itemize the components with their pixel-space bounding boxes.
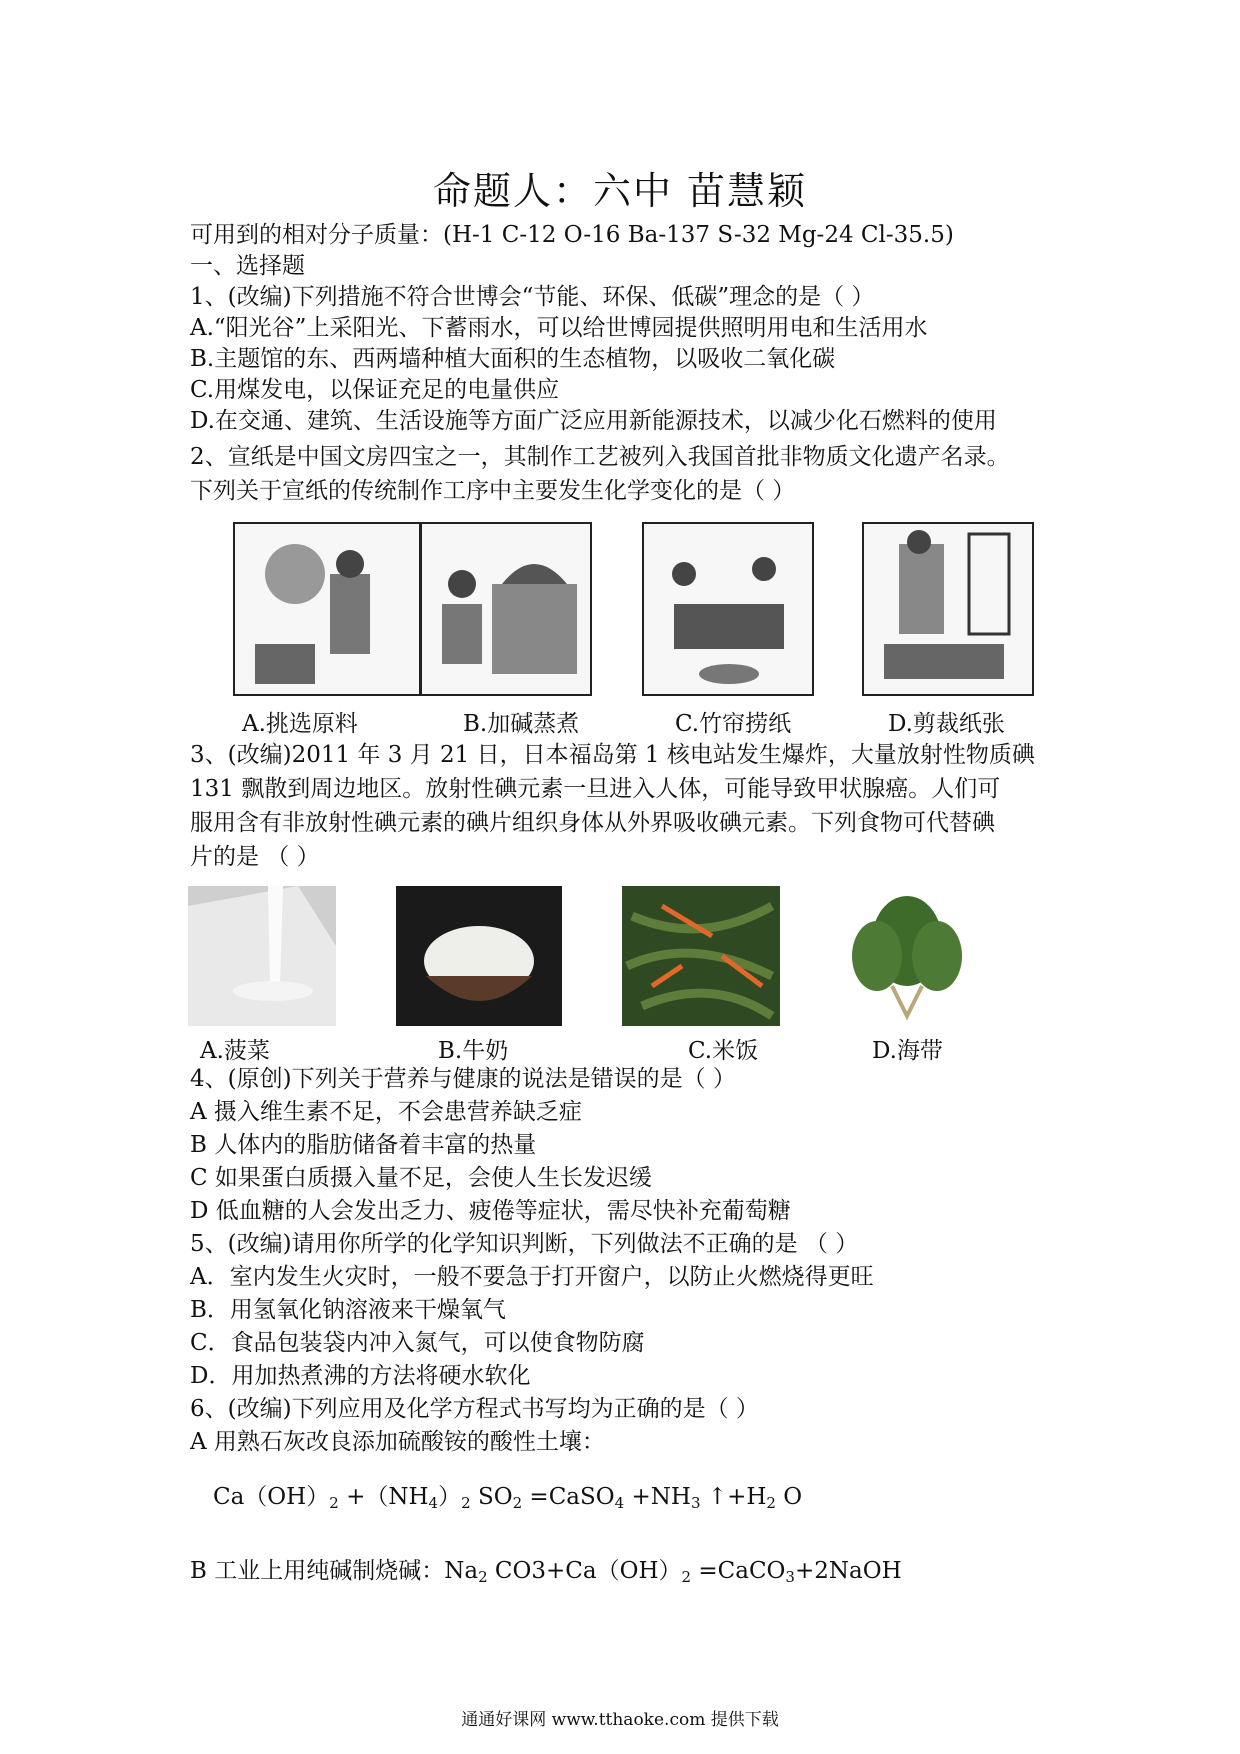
q5-option-a: A．室内发生火灾时，一般不要急于打开窗户，以防止火燃烧得更旺 <box>190 1264 874 1290</box>
q6-stem: 6、(改编)下列应用及化学方程式书写均为正确的是（ ） <box>190 1396 759 1422</box>
relative-mass-line: 可用到的相对分子质量：(H-1 C-12 O-16 Ba-137 S-32 Mg-24 Cl-35.5) <box>190 222 954 248</box>
q6-option-a-equation: $Ca(OH)_2 +(NH_4)_2$ $SO_2$ =CaSO$_4$ $+NH_3$ $↑+H_2$ O <box>213 1484 803 1512</box>
q3-stem-line2: 131 飘散到周边地区。放射性碘元素一旦进入人体，可能导致甲状腺癌。人们可 <box>190 776 1001 802</box>
q4-option-d: D 低血糖的人会发出乏力、疲倦等症状，需尽快补充葡萄糖 <box>190 1198 791 1224</box>
q1-option-b: B.主题馆的东、西两墙种植大面积的生态植物，以吸收二氧化碳 <box>190 346 836 372</box>
woodcut-alkali-boiling <box>420 522 592 696</box>
q1-option-d: D.在交通、建筑、生活设施等方面广泛应用新能源技术，以减少化石燃料的使用 <box>190 408 997 434</box>
q3-caption-d: D.海带 <box>872 1038 943 1064</box>
q1-option-c: C.用煤发电，以保证充足的电量供应 <box>190 377 560 403</box>
q3-stem-line1: 3、(改编)2011 年 3 月 21 日，日本福岛第 1 核电站发生爆炸，大量放射性物质碘 <box>190 742 1035 768</box>
q3-caption-b: B.牛奶 <box>438 1038 509 1064</box>
q4-option-b: B 人体内的脂肪储备着丰富的热量 <box>190 1132 537 1158</box>
q5-stem: 5、(改编)请用你所学的化学知识判断，下列做法不正确的是 （ ） <box>190 1231 859 1257</box>
q5-option-d: D．用加热煮沸的方法将硬水软化 <box>190 1363 531 1389</box>
q2-caption-a: A.挑选原料 <box>242 711 358 737</box>
q1-option-a: A.“阳光谷”上采阳光、下蓄雨水，可以给世博园提供照明用电和生活用水 <box>190 315 928 341</box>
woodcut-cutting-paper <box>862 522 1034 696</box>
q2-stem-line2: 下列关于宣纸的传统制作工序中主要发生化学变化的是（ ） <box>190 478 796 504</box>
q3-caption-a: A.菠菜 <box>200 1038 270 1064</box>
q1-stem: 1、(改编)下列措施不符合世博会“节能、环保、低碳”理念的是（ ） <box>190 284 875 310</box>
photo-milk-glass <box>188 886 336 1026</box>
q6-option-a-label: A 用熟石灰改良添加硫酸铵的酸性土壤： <box>190 1429 605 1455</box>
q4-stem: 4、(原创)下列关于营养与健康的说法是错误的是（ ） <box>190 1066 736 1092</box>
photo-kelp-salad <box>622 886 780 1026</box>
q2-caption-c: C.竹帘捞纸 <box>675 711 792 737</box>
q4-option-a: A 摄入维生素不足，不会患营养缺乏症 <box>190 1099 582 1125</box>
q5-option-b: B．用氢氧化钠溶液来干燥氧气 <box>190 1297 506 1323</box>
q4-option-c: C 如果蛋白质摄入量不足，会使人生长发迟缓 <box>190 1165 652 1191</box>
q2-stem-line1: 2、宣纸是中国文房四宝之一，其制作工艺被列入我国首批非物质文化遗产名录。 <box>190 444 1010 470</box>
q2-caption-b: B.加碱蒸煮 <box>463 711 580 737</box>
q2-caption-d: D.剪裁纸张 <box>888 711 1005 737</box>
q6-option-b: B 工业上用纯碱制烧碱：$Na_2$ $CO3+Ca(OH)_2$ =CaCO$_3$+2NaOH <box>190 1558 902 1586</box>
q3-caption-c: C.米饭 <box>688 1038 759 1064</box>
woodcut-bamboo-screen <box>642 522 814 696</box>
page-title: 命题人：六中 苗慧颖 <box>432 169 808 213</box>
photo-rice-bowl <box>396 886 562 1026</box>
section-heading: 一、选择题 <box>190 253 305 279</box>
woodcut-select-materials <box>233 522 421 696</box>
page-footer: 通通好课网 www.tthaoke.com 提供下载 <box>461 1710 779 1730</box>
q5-option-c: C．食品包装袋内冲入氮气，可以使食物防腐 <box>190 1330 645 1356</box>
photo-spinach <box>832 886 982 1026</box>
q3-stem-line3: 服用含有非放射性碘元素的碘片组织身体从外界吸收碘元素。下列食物可代替碘 <box>190 810 995 836</box>
q3-stem-line4: 片的是 （ ） <box>190 844 320 870</box>
